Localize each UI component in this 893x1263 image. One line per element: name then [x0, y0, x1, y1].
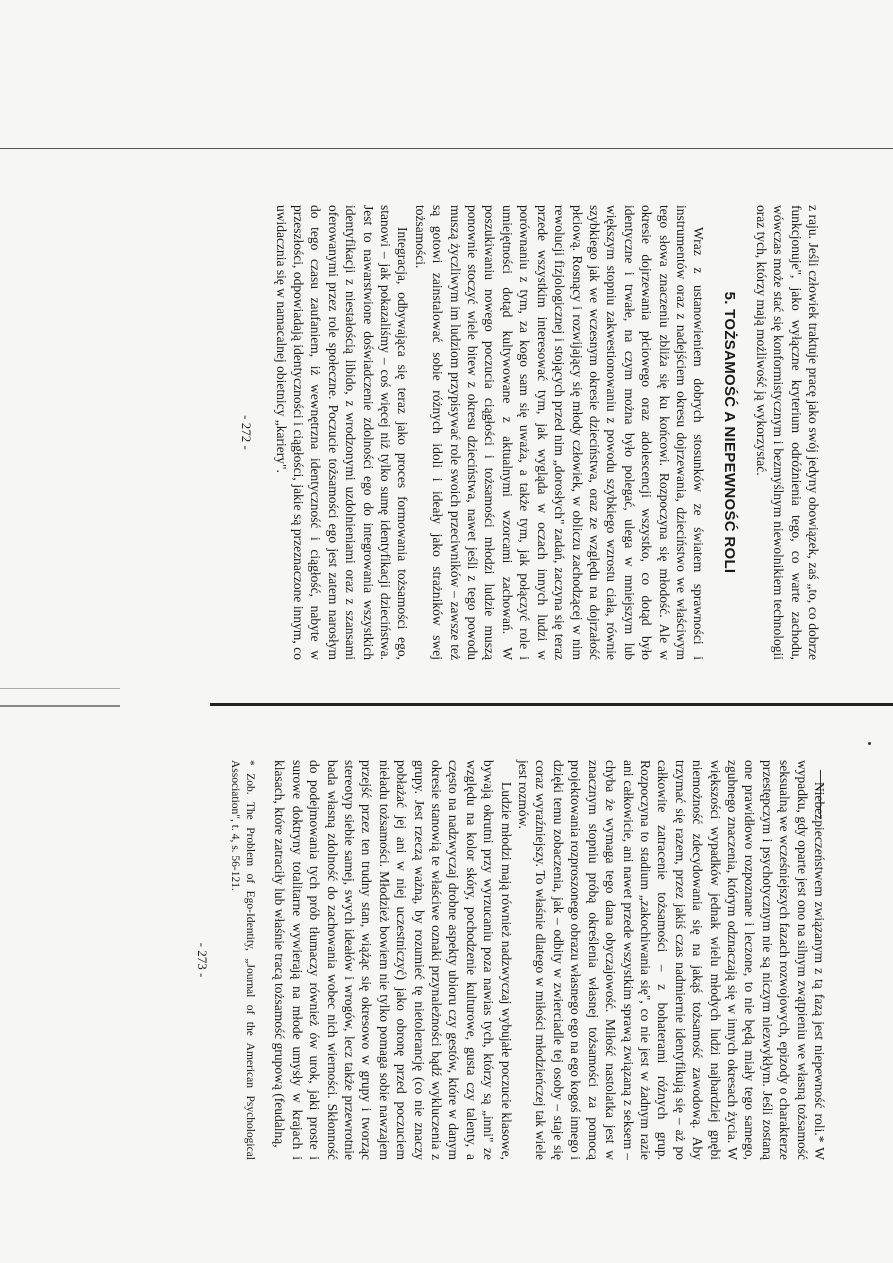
paragraph-1: Niebezpieczeństwem związanym z tą fazą jest niepewność roli.* W wypadku, gdy oparte jest ono na silnym zwątpieniu we własną tożsamość seksualną we wcześniejszych fazach rozwojowych, epizody o charakterze przestępczym i psychotycznym nie są niczym niezwykłym. Jeśli zostaną one prawidłowo rozpoznane i leczone, to nie będą miały tego samego, zgubnego znaczenia, którym odznaczają się w innych okresach życia. W większości wypadków jednak wielu młodych ludzi najbardziej gnębi niemożność zdecydowania się na jakąś tożsamość zawodową. Aby trzymać się razem, przez jakiś czas nadmiernie identyfikują się – aż po całkowite zatracenie tożsamości – z bohaterami różnych grup. Rozpoczyna to stadium „zakochiwania się", co nie jest w żadnym razie ani całkowicie, ani nawet przede wszystkim sprawą związaną z seksem – chyba że wymaga tego dana obyczajowość. Miłość nastolatka jest w znacznym stopniu próbą określenia własnej tożsamości za pomocą projektowania rozproszonego obrazu własnego ego na ego kogoś innego i dzięki temu zobaczenia, jak – odbity w zwierciadle tej osoby – staje się coraz wyraźniejszy. To właśnie dlatego w miłości młodzieńczej tak wiele jest rozmów. — [516, 760, 827, 1160]
paragraph-2: Integracja, odbywająca się teraz jako proces formowania tożsamości ego, stanowi – jak pokazaliśmy – coś więcej niż tylko sumę identyfikacji dzieciństwa. Jest to nawarstwione doświadczenie zdolności ego do integrowania wszystkich identyfikacji z niestałością libido, z wrodzonymi uzdolnieniami oraz z szansami oferowanymi przez role społeczne. Poczucie tożsamości ego jest zatem narosłym do tego czasu zaufaniem, iż wewnętrzna identyczność i ciągłość, nabyte w przeszłości, odpowiadają identyczności i ciągłości, jakie są przeznaczone innym, co uwidacznia się w namacalnej obietnicy „kariery". — [273, 205, 411, 660]
page-272 — [112, 205, 822, 660]
intro-paragraph: z raju. Jeśli człowiek traktuje pracę jako swój jedyny obowiązek, zaś „to, co dobrze funkcjonuje", jako wyłączne kryterium odróżnienia tego, co warte zachodu, wówczas może stać się konformistycznym i bezmyślnym niewolnikiem technologii oraz tych, którzy mają możliwość ją wykorzystać. — [753, 205, 821, 660]
scan-fold-line — [210, 703, 893, 706]
section-heading: 5. TOŻSAMOŚĆ A NIEPEWNOŚĆ ROLI — [721, 291, 739, 574]
scan-edge-line — [0, 148, 893, 149]
scan-fold-line-faint — [0, 688, 120, 689]
footnote: * Zob. The Problem of Ego-Identity, „Journal of the American Psychological Association", t. 4, s. 56-121. — [229, 760, 256, 1160]
scan-speck — [868, 742, 871, 745]
page-273 — [58, 760, 828, 1160]
scan-fold-line-left — [0, 705, 120, 707]
page-number: - 272 - — [239, 415, 255, 450]
page-number: - 273 - — [194, 942, 210, 978]
paragraph-2: Ludzie młodzi mają również nadzwyczaj wybujałe poczucie klasowe, bywają okrutni przy wyrzucaniu poza nawias tych, którzy są „inni" ze względu na kolor skóry, pochodzenie kulturowe, gusta czy talenty, a często na nadzwyczaj drobne aspekty ubioru czy gestów, które w danym okresie stanowią te właściwe oznaki przynależności bądź wykluczenia z grupy. Jest rzeczą ważną, by rozumieć tę nietolerancję (co nie znaczy pobłażać jej ani w niej uczestniczyć) jako obronę przed poczuciem nieładu tożsamości. Młodzież bowiem nie tylko pomaga sobie nawzajem przejść przez ten trudny stan, wiążąc się okresowo w grupy i tworząc stereotyp siebie samej, swych ideałów i wrogów, lecz także przewrotnie bada własną zdolność do zachowania wobec nich wierności. Skłonność do podejmowania tych prób tłumaczy również ów urok, jaki proste i surowe doktryny totalitarne wywierają na młode umysły w krajach i klasach, które zatraciły lub właśnie tracą tożsamość grupową (feudalną, — [272, 760, 514, 1160]
paragraph-1: Wraz z ustanowieniem dobrych stosunków ze światem sprawności i instrumentów oraz z nadejściem okresu dojrzewania, dzieciństwo we właściwym tego słowa znaczeniu zbliża się ku końcowi. Rozpoczyna się młodość. Ale w okresie dojrzewania płciowego oraz adolescencji wszystko, co dotąd było identyczne i trwałe, na czym można było polegać, ulega w mniejszym lub większym stopniu zakwestionowaniu z powodu szybkiego wzrostu ciała, równie szybkiego jak we wczesnym okresie dzieciństwa, oraz ze względu na dojrzałość płciową. Rosnący i rozwijający się młody człowiek, w obliczu zachodzącej w nim rewolucji fizjologicznej i stojących przed nim „dorosłych" zadań, zaczyna się teraz przede wszystkim interesować tym, jak wygląda w oczach innych ludzi w porównaniu z tym, za kogo sam się uważa, a także tym, jak połączyć role i umiejętności dotąd kultywowane z aktualnymi wzorcami zachowań. W poszukiwaniu nowego poczucia ciągłości i tożsamości młodzi ludzie muszą ponownie stoczyć wiele bitew z okresu dzieciństwa, nawet jeśli z tego powodu muszą życzliwym im ludziom przypisywać role swoich przeciwników – zawsze też są gotowi zainstalować sobie różnych idoli i ideały jako strażników swej tożsamości. — [412, 205, 707, 660]
